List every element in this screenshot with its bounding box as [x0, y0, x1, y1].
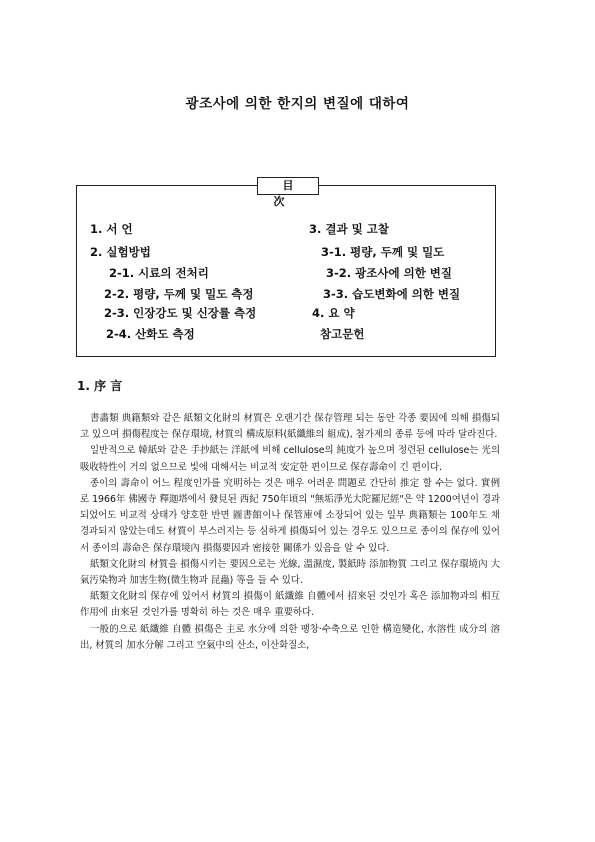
toc-entry: 3-1. 평량, 두께 및 밀도 — [321, 245, 445, 259]
paragraph: 書畵類 典籍類와 같은 紙類文化財의 材質은 오랜기간 保存管理 되는 동안 각종 要因에 의해 損傷되고 있으며 損傷程度는 保存環境, 材質의 構成原料(紙纖維의 組成), 첨가제의 종류 등에 따라 달라진다. — [80, 413, 500, 441]
toc-entry: 3-2. 광조사에 의한 변질 — [326, 266, 453, 280]
toc-entry: 3-3. 습도변화에 의한 변질 — [323, 287, 461, 301]
toc-entry: 참고문헌 — [320, 327, 365, 341]
paragraph: 紙類文化財의 材質을 損傷시키는 要因으로는 光線, 溫濕度, 製紙時 添加物質 그리고 保存環境內 大氣汚染物과 加害生物(微生物과 昆蟲) 等을 들 수 있다. — [80, 558, 500, 587]
toc-entry: 2-4. 산화도 측정 — [106, 327, 195, 341]
paragraph: 일반적으로 韓紙와 같은 手抄紙는 洋紙에 비해 cellulose의 純度가 높으며 정련된 cellulose는 光의 吸收特性이 거의 없으므로 빛에 대해서는 비교적 安定한 편이므로 保存壽命이 긴 편이다. — [80, 445, 500, 473]
toc-entry: 4. 요 약 — [312, 306, 355, 320]
document-title: 광조사에 의한 한지의 변질에 대하여 — [185, 96, 410, 112]
paragraph: 紙類文化財의 保存에 있어서 材質의 損傷이 紙纖維 自體에서 招來된 것인가 혹은 添加物과의 相互作用에 由來된 것인가를 명확히 하는 것은 매우 重要하다. — [80, 591, 500, 619]
toc-entry: 1. 서 언 — [90, 222, 133, 236]
paragraph: 종이의 壽命이 어느 程度인가를 究明하는 것은 매우 어려운 問題로 간단히 推定 할 수는 없다. 實例로 1966年 佛國寺 釋迦塔에서 發見된 西紀 750年頃의 "無垢淨光大陀羅尼經"은 약 1200여년이 경과되었어도 비교적 상태가 양호한 반면 圖書館이나 保管庫에 소장되어 있는 일부 典籍類는 100年도 채 경과되지 않았는데도 材質이 부스러지는 등 심하게 損傷되어 있는 경우도 있으므로 종이의 保存에 있어서 종이의 壽命은 保存環境內 損傷要因과 密接한 關係가 있음을 알 수 있다. — [80, 477, 500, 554]
toc-entry: 2-3. 인장강도 및 신장률 측정 — [104, 306, 257, 320]
paragraph: 一般的으로 紙纖維 自體 損傷은 主로 水分에 의한 팽창·수축으로 인한 構造變化, 水溶性 成分의 溶出, 材質의 加水分解 그리고 空氣中의 산소, 이산화질소, — [80, 623, 500, 651]
body-text — [80, 411, 500, 654]
toc-entry: 3. 결과 및 고찰 — [309, 222, 389, 236]
toc-label: 目 次 — [257, 177, 319, 195]
section-heading: 1. 序 言 — [77, 379, 123, 393]
toc-entry: 2. 실험방법 — [90, 245, 151, 259]
toc-entry: 2-2. 평량, 두께 및 밀도 측정 — [104, 287, 254, 301]
toc-entry: 2-1. 시료의 전처리 — [109, 266, 209, 280]
